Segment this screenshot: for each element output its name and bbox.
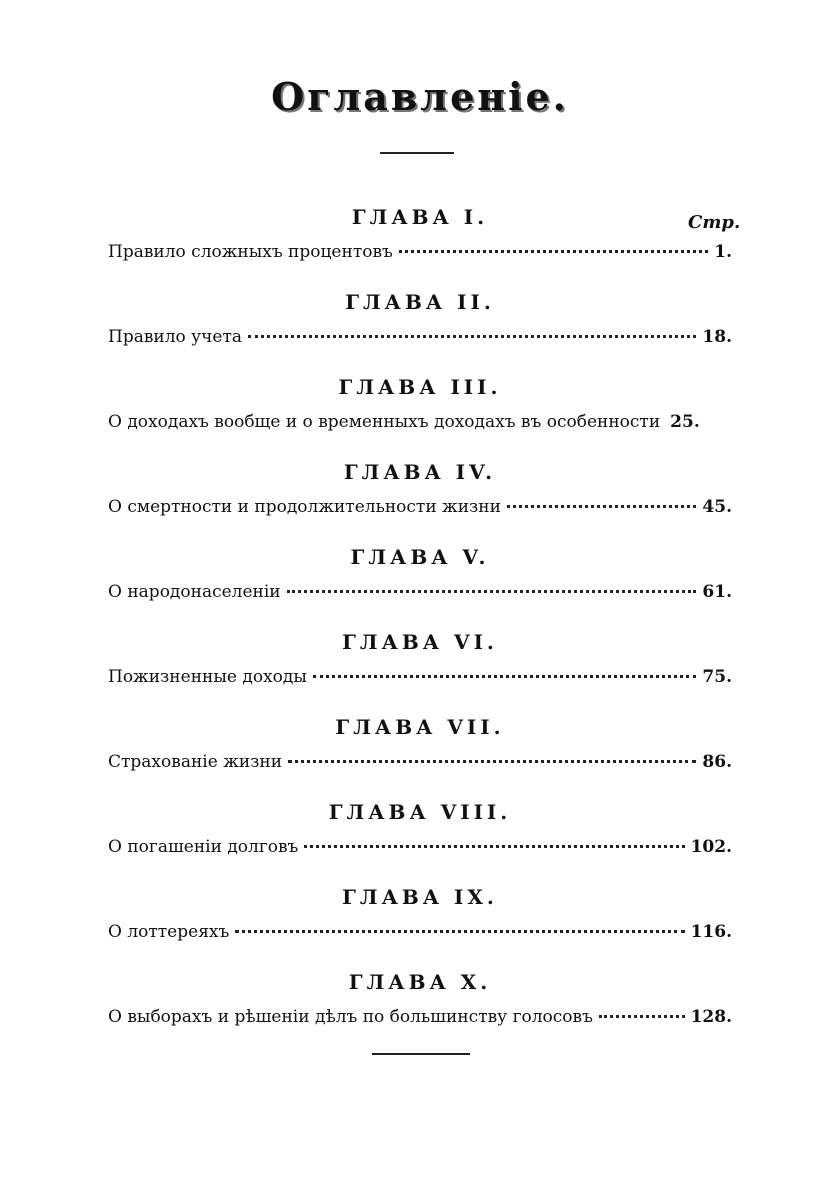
dot-leader <box>304 845 684 848</box>
chapter-heading: ГЛАВА V. <box>350 545 490 569</box>
chapter-9 <box>0 885 840 970</box>
dot-leader <box>248 335 696 338</box>
dot-leader <box>599 1015 685 1018</box>
table-of-contents <box>0 205 840 1055</box>
closing-divider <box>372 1053 470 1055</box>
toc-entry <box>108 1007 732 1027</box>
toc-entry <box>108 922 732 942</box>
chapter-heading: ГЛАВА IV. <box>343 460 497 484</box>
toc-entry <box>108 327 732 347</box>
chapter-1 <box>0 205 840 290</box>
entry-page-number: 75. <box>702 667 732 687</box>
chapter-heading: ГЛАВА VIII. <box>328 800 512 824</box>
entry-page-number: 86. <box>702 752 732 772</box>
chapter-5 <box>0 545 840 630</box>
toc-entry <box>108 667 732 687</box>
chapter-3 <box>0 375 840 460</box>
toc-entry <box>108 752 732 772</box>
toc-entry <box>108 242 732 262</box>
toc-entry <box>108 497 732 517</box>
chapter-6 <box>0 630 840 715</box>
page-column-label: Стр. <box>688 212 741 233</box>
page-title: Оглавленіе. <box>271 74 569 119</box>
chapter-heading: ГЛАВА VI. <box>342 630 498 654</box>
chapter-4 <box>0 460 840 545</box>
entry-page-number: 128. <box>690 1007 732 1027</box>
entry-title: О лоттереяхъ <box>108 922 230 942</box>
entry-page-number: 1. <box>714 242 732 262</box>
entry-page-number: 102. <box>690 837 732 857</box>
entry-title: Правило учета <box>108 327 243 347</box>
toc-entry <box>108 837 732 857</box>
chapter-2 <box>0 290 840 375</box>
dot-leader <box>313 675 697 678</box>
chapter-heading: ГЛАВА IX. <box>342 885 498 909</box>
chapter-heading: ГЛАВА VII. <box>335 715 505 739</box>
entry-page-number: 25. <box>670 412 700 432</box>
entry-title: Пожизненные доходы <box>108 667 307 687</box>
entry-page-number: 18. <box>702 327 732 347</box>
chapter-heading: ГЛАВА I. <box>351 205 489 229</box>
title-divider <box>380 152 454 154</box>
chapter-7 <box>0 715 840 800</box>
entry-title: О выборахъ и рѣшеніи дѣлъ по большинству голосовъ <box>108 1007 593 1027</box>
entry-title: О погашеніи долговъ <box>108 837 299 857</box>
dot-leader <box>399 250 708 253</box>
chapter-heading: ГЛАВА II. <box>345 290 495 314</box>
entry-page-number: 116. <box>690 922 732 942</box>
chapter-heading: ГЛАВА III. <box>338 375 502 399</box>
chapter-10 <box>0 970 840 1055</box>
entry-title: О народонаселеніи <box>108 582 281 602</box>
dot-leader <box>288 760 696 763</box>
chapter-heading: ГЛАВА X. <box>348 970 492 994</box>
entry-title: О смертности и продолжительности жизни <box>108 497 501 517</box>
entry-page-number: 61. <box>702 582 732 602</box>
toc-entry <box>108 412 732 432</box>
entry-title: Правило сложныхъ процентовъ <box>108 242 393 262</box>
dot-leader <box>287 590 697 593</box>
toc-entry <box>108 582 732 602</box>
chapter-8 <box>0 800 840 885</box>
entry-title: Страхованіе жизни <box>108 752 283 772</box>
dot-leader <box>507 505 696 508</box>
dot-leader <box>235 930 684 933</box>
entry-page-number: 45. <box>702 497 732 517</box>
entry-title: О доходахъ вообще и о временныхъ доходахъ въ особенности <box>108 412 661 432</box>
